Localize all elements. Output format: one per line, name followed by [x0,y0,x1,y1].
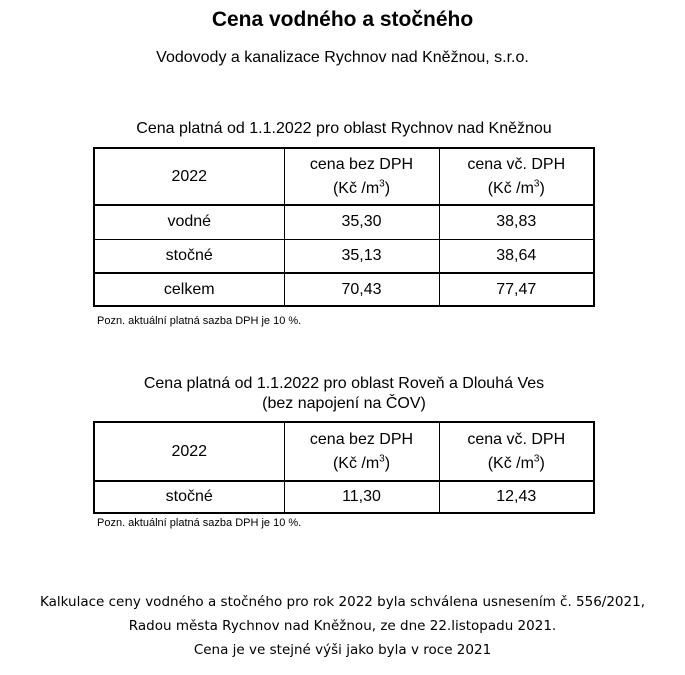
price-vat: 12,43 [439,481,594,513]
price-no-vat: 70,43 [284,273,439,306]
table-row [94,481,594,513]
approval-footer [0,590,685,662]
price-vat-header: cena vč. DPH (Kč $/m^3$) [439,148,594,205]
footer-line: Kalkulace ceny vodného a stočného pro rok 2022 byla schválena usnesením č. 556/2021, [39,594,645,610]
price-no-vat-header: cena bez DPH (Kč $/m^3$) [284,148,439,205]
section2-caption: Cena platná od 1.1.2022 pro oblast Roveň a Dlouhá Ves (bez napojení na ČOV) [143,375,545,412]
row-label: stočné [94,481,284,513]
row-label: celkem [94,273,284,306]
year-header: 2022 [94,422,284,481]
page-title: Cena vodného a stočného [211,8,474,31]
table-header-row [94,148,594,205]
vat-note: Pozn. aktuální platná sazba DPH je 10 %. [97,517,302,529]
price-vat: 38,83 [439,205,594,239]
price-no-vat: 11,30 [284,481,439,513]
table-row-total [94,273,594,306]
price-vat: 38,64 [439,239,594,273]
section1-caption: Cena platná od 1.1.2022 pro oblast Rychnov nad Kněžnou [136,120,552,137]
company-name: Vodovody a kanalizace Rychnov nad Kněžnou, s.r.o. [156,49,529,66]
vat-note: Pozn. aktuální platná sazba DPH je 10 %. [97,315,302,327]
row-label: stočné [94,239,284,273]
footer-line: Cena je ve stejné výši jako byla v roce 2021 [193,642,492,658]
row-label: vodné [94,205,284,239]
price-no-vat: 35,13 [284,239,439,273]
price-vat-header: cena vč. DPH (Kč $/m^3$) [439,422,594,481]
price-vat: 77,47 [439,273,594,306]
table-row [94,205,594,239]
price-no-vat-header: cena bez DPH (Kč $/m^3$) [284,422,439,481]
year-header: 2022 [94,148,284,205]
table-header-row [94,422,594,481]
table-row [94,239,594,273]
price-table-rychnov [93,147,595,307]
price-no-vat: 35,30 [284,205,439,239]
footer-line: Radou města Rychnov nad Kněžnou, ze dne 22.listopadu 2021. [128,618,557,634]
price-table-roven [93,421,595,514]
